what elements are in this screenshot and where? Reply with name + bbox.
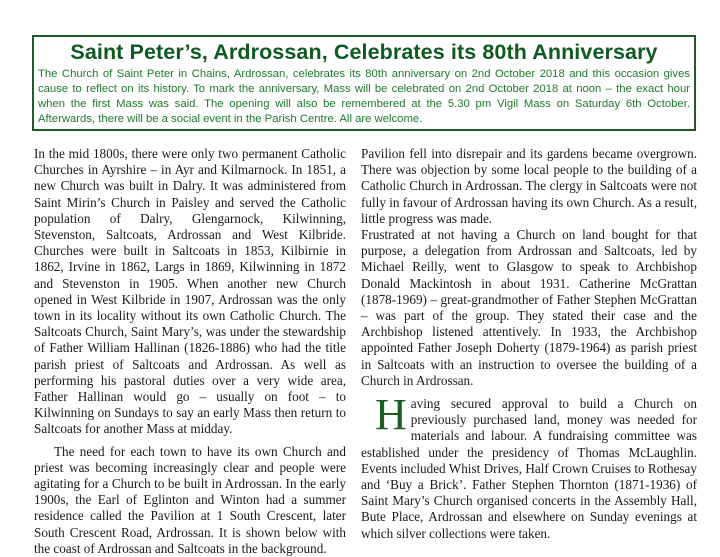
fundraising-paragraph [361,390,697,542]
fundraising-text: aving secured approval to build a Church on previously purchased land, money was needed for materials and labour. A fundraising committee was established under the presidency of Thomas McLaughlin. Events included Whist Drives, Half Crown Cruises to Rothesay and ‘Buy a Brick’. Father Stephen Thornton (1871-1936) of Saint Mary’s Church organised concerts in the Assembly Hall, Bute Place, Ardrossan and elsewhere on Sunday evenings at which silver collections were taken. [361,396,697,541]
history-paragraph-1: In the mid 1800s, there were only two permanent Catholic Churches in Ayrshire – in Ayr and Kilmarnock. In 1851, a new Church was built in Dalry. It was administered from Saint Mirin’s Church in Paisley and served the Catholic population of Dalry, Glengarnock, Kilwinning, Stevenston, Saltcoats, Ardrossan and West Kilbride. Churches were built in Saltcoats in 1853, Kilbirnie in 1862, Irvine in 1862, Largs in 1869, Kilwinning in 1872 and Stevenston in 1905. When another new Church opened in West Kilbride in 1907, Ardrossan was the only town in its locality without its own Catholic Church. The Saltcoats Church, Saint Mary’s, was under the stewardship of Father William Hallinan (1826-1886) who had the title parish priest of Saltcoats and Ardrossan. As well as performing his pastoral duties over a very wide area, Father Hallinan would go – usually on foot – to Kilwinning on Sundays to say an early Mass then return to Saltcoats for another Mass at midday. [34,146,346,437]
history-paragraph-3: Pavilion fell into disrepair and its gardens became overgrown. There was objection by some local people to the building of a Catholic Church in Ardrossan. The clergy in Saltcoats were not fully in favour of Ardrossan having its own Church. As a result, little progress was made. [361,146,697,226]
announcement-text: The Church of Saint Peter in Chains, Ardrossan, celebrates its 80th anniversary on 2nd October 2018 and this occasion gives cause to reflect on its history. To mark the anniversary, Mass will be celebrated on 2nd October 2018 at noon – the exact hour when the first Mass was said. The opening will also be remembered at the 5.30 pm Vigil Mass on Saturday 6th October. Afterwards, there will be a social event in the Parish Centre. All are welcome. [38,68,690,125]
history-paragraph-2: The need for each town to have its own Church and priest was becoming increasingly clear and people were agitating for a Church to be built in Ardrossan. In the early 1900s, the Earl of Eglinton and Winton had a summer residence called the Pavilion at 1 South Crescent, later South Crescent Road, Ardrossan. It is shown below with the coast of Ardrossan and Saltcoats in the background. [34,443,346,556]
announcement-banner [32,35,696,131]
history-paragraph-4: Frustrated at not having a Church on land bought for that purpose, a delegation from Ardrossan and Saltcoats, led by Michael Reilly, went to Glasgow to speak to Archbishop Donald Mackintosh in about 1931. Catherine McGrattan (1878-1969) – great-grandmother of Father Stephen McGrattan – was part of the group. They stated their case and the Archbishop listened attentively. In 1933, the Archbishop appointed Father Joseph Doherty (1879-1964) as parish priest in Saltcoats with an instruction to oversee the building of a Church in Ardrossan. [361,227,697,388]
right-column [361,146,697,542]
left-column [34,146,346,557]
article-title: Saint Peter’s, Ardrossan, Celebrates its 80th Anniversary [70,40,658,64]
drop-cap: H [375,390,407,440]
